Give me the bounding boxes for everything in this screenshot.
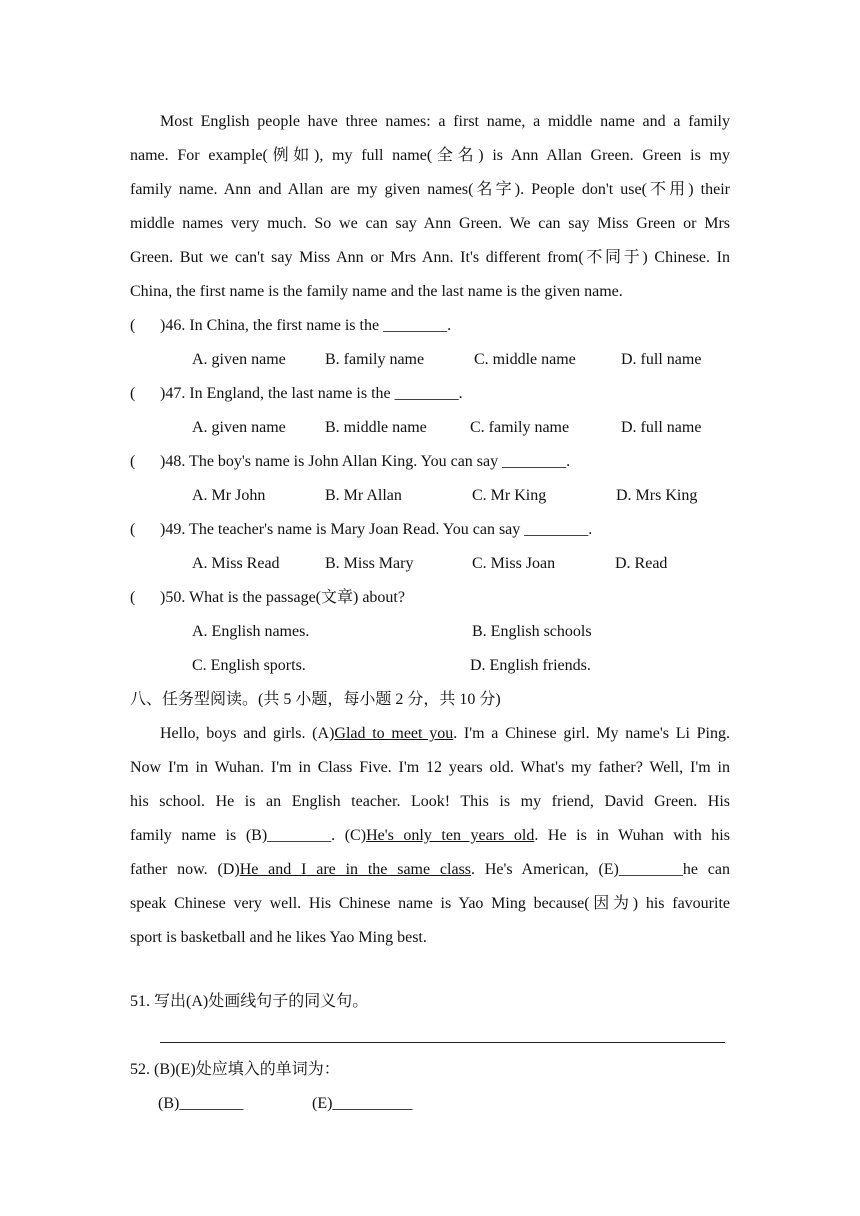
question-49 [130, 513, 730, 547]
question-stem: )46. In China, the first name is the ________. [160, 317, 452, 334]
options-49 [130, 547, 730, 581]
option-c[interactable]: C. family name [470, 419, 570, 436]
answer-paren[interactable]: ( [130, 589, 136, 606]
option-d[interactable]: D. full name [621, 419, 702, 436]
option-d[interactable]: D. full name [621, 351, 702, 368]
answer-paren[interactable]: ( [130, 317, 136, 334]
passage-line: Most English people have three names: a first name, a middle name and a family [160, 113, 730, 130]
question-52: 52. (B)(E)处应填入的单词为： [130, 1061, 340, 1078]
answer-paren[interactable]: ( [130, 385, 136, 402]
passage-line: his school. He is an English teacher. Look! This is my friend, David Green. His [130, 793, 730, 810]
option-b[interactable]: B. Miss Mary [325, 555, 414, 572]
option-c[interactable]: C. Miss Joan [472, 555, 556, 572]
passage-line: China, the first name is the family name and the last name is the given name. [130, 283, 623, 300]
question-stem: )48. The boy's name is John Allan King. You can say ________. [160, 453, 571, 470]
question-46 [130, 309, 730, 343]
option-c[interactable]: C. English sports. [192, 657, 306, 674]
question-47 [130, 377, 730, 411]
option-a[interactable]: A. given name [192, 351, 286, 368]
answers-52 [130, 1087, 730, 1121]
answer-paren[interactable]: ( [130, 521, 136, 538]
option-d[interactable]: D. English friends. [470, 657, 591, 674]
question-50 [130, 581, 730, 615]
section-heading: 八、任务型阅读。(共 5 小题，每小题 2 分，共 10 分) [130, 691, 501, 708]
passage-line: Now I'm in Wuhan. I'm in Class Five. I'm 12 years old. What's my father? Well, I'm in [130, 759, 730, 776]
question-stem: )50. What is the passage(文章) about? [160, 589, 405, 606]
option-d[interactable]: D. Read [615, 555, 668, 572]
options-46 [130, 343, 730, 377]
option-a[interactable]: A. English names. [192, 623, 310, 640]
option-b[interactable]: B. family name [325, 351, 425, 368]
option-a[interactable]: A. Miss Read [192, 555, 280, 572]
underlined-sentence-a: Glad to meet you [334, 725, 454, 742]
option-d[interactable]: D. Mrs King [616, 487, 698, 504]
options-50-row1 [130, 615, 730, 649]
option-b[interactable]: B. middle name [325, 419, 427, 436]
options-48 [130, 479, 730, 513]
option-c[interactable]: C. Mr King [472, 487, 547, 504]
passage-line: Green. But we can't say Miss Ann or Mrs Ann. It's different from(不同于) Chinese. In [130, 249, 730, 266]
underlined-sentence-d: He and I are in the same class [239, 861, 472, 878]
option-c[interactable]: C. middle name [474, 351, 576, 368]
option-b[interactable]: B. English schools [472, 623, 592, 640]
question-51: 51. 写出(A)处画线句子的同义句。 [130, 993, 369, 1010]
answer-paren[interactable]: ( [130, 453, 136, 470]
answer-line-51[interactable] [160, 1042, 725, 1043]
question-stem: )47. In England, the last name is the ________. [160, 385, 463, 402]
option-b[interactable]: B. Mr Allan [325, 487, 402, 504]
passage-line: middle names very much. So we can say Ann Green. We can say Miss Green or Mrs [130, 215, 730, 232]
question-stem: )49. The teacher's name is Mary Joan Read. You can say ________. [160, 521, 593, 538]
passage-line: speak Chinese very well. His Chinese name is Yao Ming because(因为) his favourite [130, 895, 730, 912]
passage-line: family name is (B)________. (C)He's only ten years old. He is in Wuhan with his [130, 827, 730, 844]
passage-line: family name. Ann and Allan are my given names(名字). People don't use(不用) their [130, 181, 730, 198]
passage-line: father now. (D)He and I are in the same class. He's American, (E)________he can [130, 861, 731, 878]
option-a[interactable]: A. Mr John [192, 487, 266, 504]
options-47 [130, 411, 730, 445]
option-a[interactable]: A. given name [192, 419, 286, 436]
passage-line: Hello, boys and girls. (A)Glad to meet you. I'm a Chinese girl. My name's Li Ping. [160, 725, 731, 742]
underlined-sentence-c: He's only ten years old [366, 827, 535, 844]
question-48 [130, 445, 730, 479]
blank-b[interactable]: (B)________ [158, 1095, 244, 1112]
blank-e[interactable]: (E)__________ [312, 1095, 413, 1112]
passage-line: sport is basketball and he likes Yao Ming best. [130, 929, 427, 946]
options-50-row2 [130, 649, 730, 683]
passage-line: name. For example(例如), my full name(全名) is Ann Allan Green. Green is my [130, 147, 730, 164]
